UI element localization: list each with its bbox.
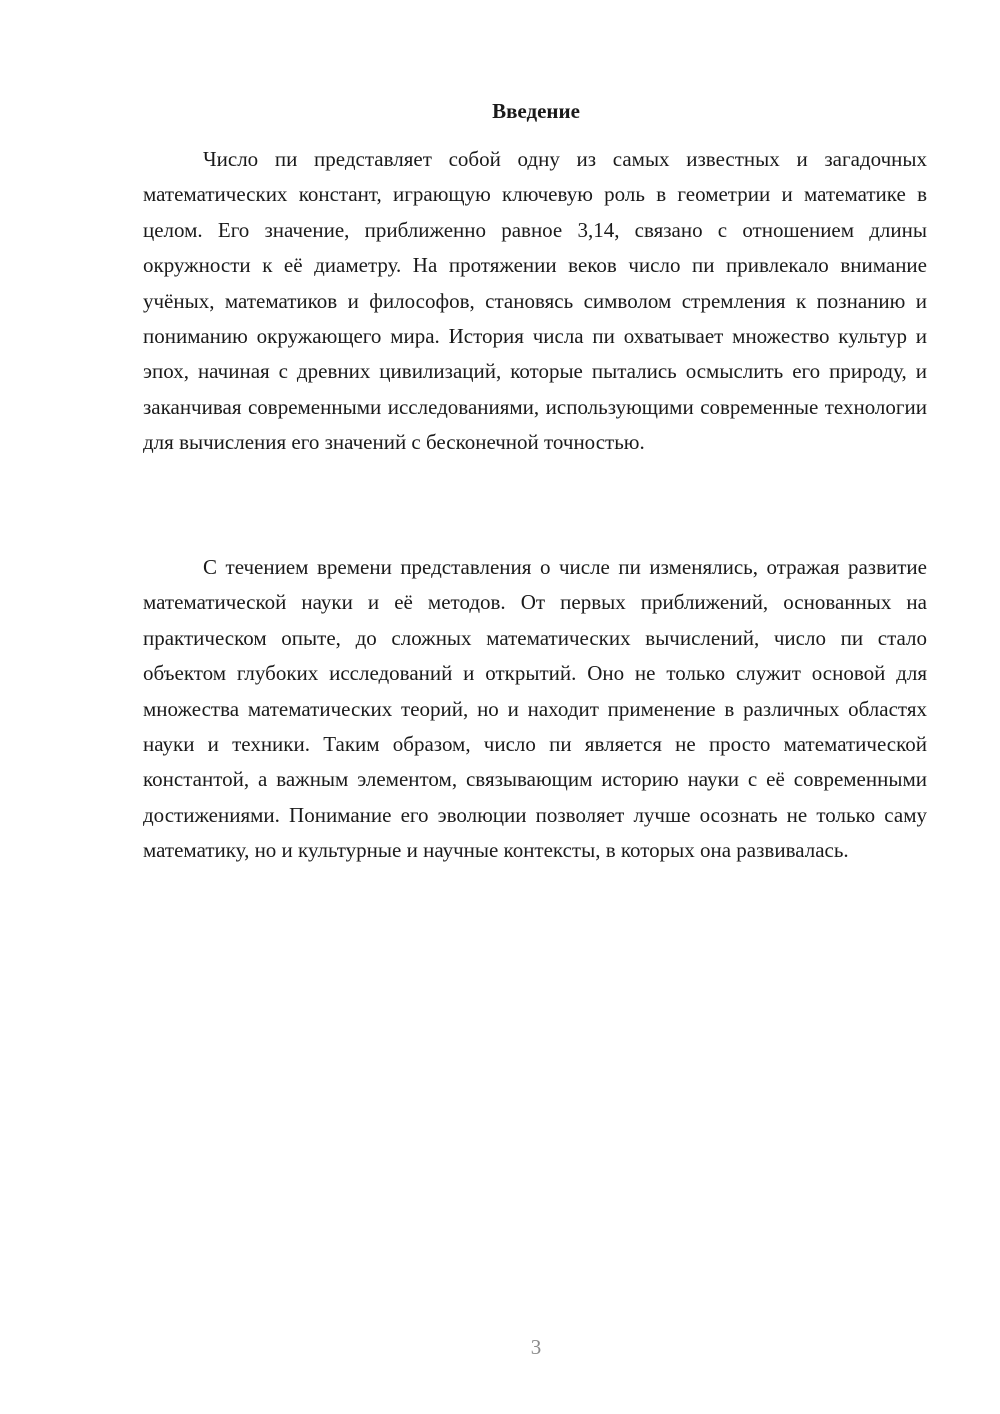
page-number: 3 <box>530 1335 542 1359</box>
paragraph-2: С течением времени представления о числе пи изменялись, отражая развитие математической науки и её методов. От первых приближений, основанных на практическом опыте, до сложных математических вычислений, число пи стало объектом глубоких исследований и открытий. Оно не только служит основой для множества математических теорий, но и находит применение в различных областях науки и техники. Таким образом, число пи является не просто математической константой, а важным элементом, связывающим историю науки с её современными достижениями. Понимание его эволюции позволяет лучше осознать не только саму математику, но и культурные и научные контексты, в которых она развивалась. <box>143 555 927 863</box>
paragraph-1: Число пи представляет собой одну из самых известных и загадочных математических констант, играющую ключевую роль в геометрии и математике в целом. Его значение, приближенно равное 3,14, связано с отношением длины окружности к её диаметру. На протяжении веков число пи привлекало внимание учёных, математиков и философов, становясь символом стремления к познанию и пониманию окружающего мира. История числа пи охватывает множество культур и эпох, начиная с древних цивилизаций, которые пытались осмыслить его природу, и заканчивая современными исследованиями, использующими современные технологии для вычисления его значений с бесконечной точностью. <box>143 147 927 455</box>
section-title: Введение <box>492 99 580 123</box>
